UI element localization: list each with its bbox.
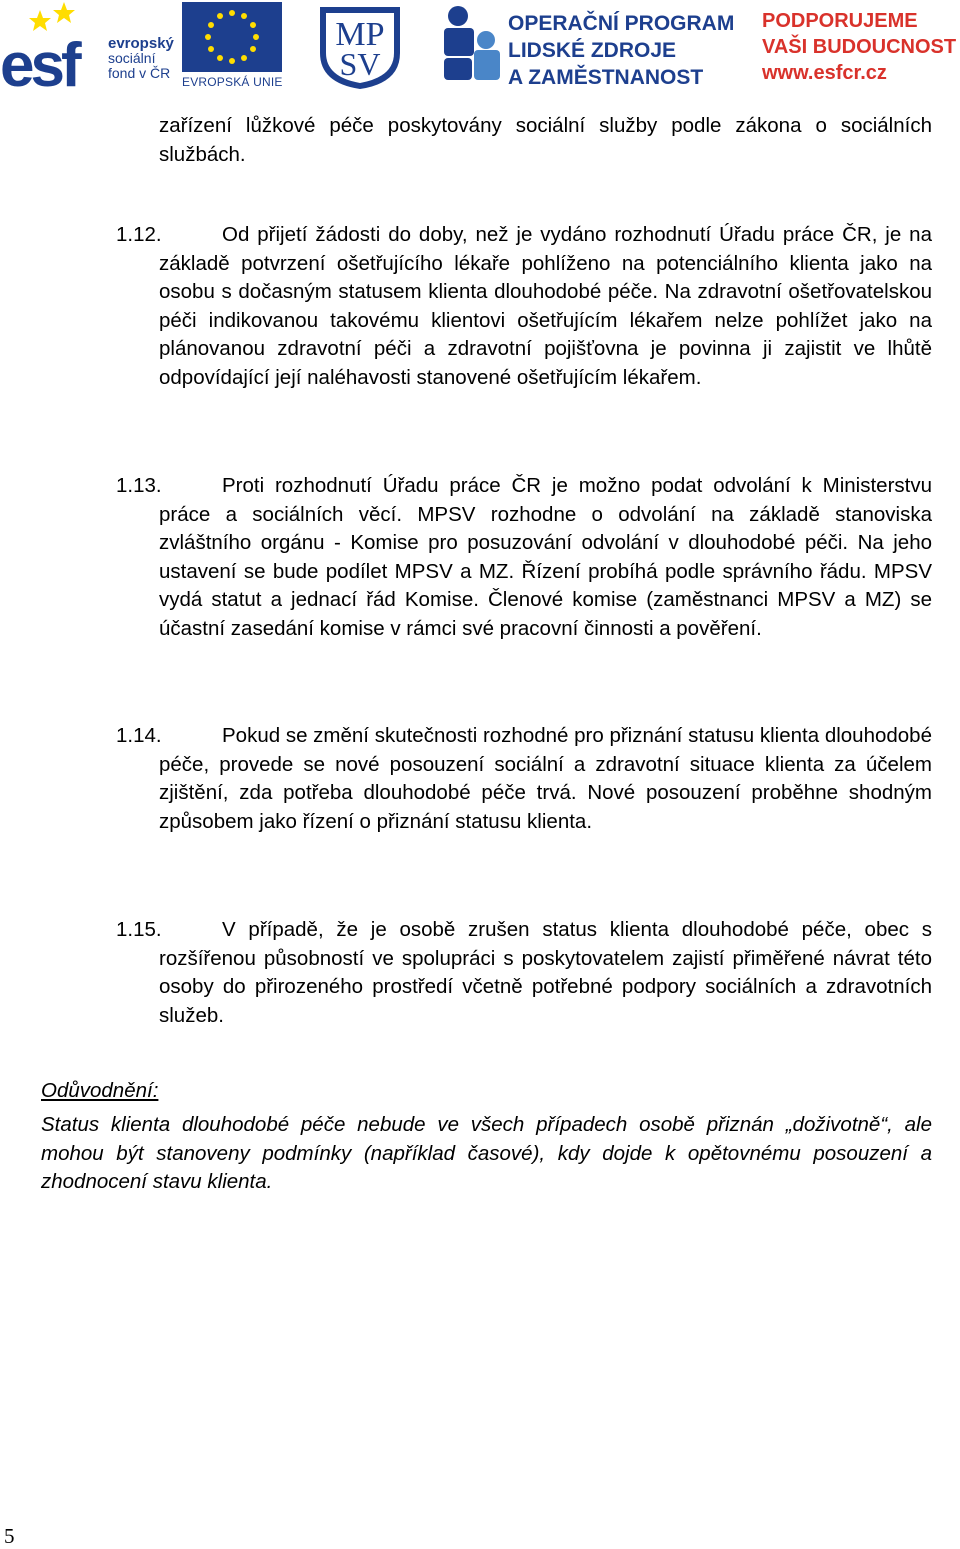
logo-header — [0, 0, 960, 95]
support-line2: VAŠI BUDOUCNOST — [762, 36, 957, 58]
mpsv-bottom-text: SV — [339, 46, 381, 82]
item-number-1-13: 1.13. — [116, 474, 162, 497]
oplz-text — [508, 10, 734, 91]
support-line1: PODPORUJEME — [762, 10, 918, 32]
mpsv-logo — [316, 1, 404, 91]
reasoning-heading: Odůvodnění: — [41, 1079, 159, 1102]
oplz-logo — [438, 4, 738, 92]
page-number: 5 — [4, 1524, 15, 1548]
item-text-1-15 — [159, 916, 932, 1030]
esf-logo — [0, 0, 180, 92]
item-text-1-13-content: Proti rozhodnutí Úřadu práce ČR je možno podat odvolání k Ministerstvu práce a sociálních věcí. MPSV rozhodne o odvolání na základě stanoviska zvláštního orgánu - Komise pro posuzování odvolání v dlouhodobé péči. Na jeho ustavení se bude podílet MPSV a MZ. Řízení probíhá podle správního řádu. MPSV vydá statut a jednací řád Komise. Členové komise (zaměstnanci MPSV a MZ) se účastní zasedání komise v rámci své pracovní činnosti a pověření. — [159, 474, 932, 640]
item-text-1-13 — [159, 472, 932, 643]
esf-line2: sociální — [108, 50, 156, 66]
eu-flag-icon — [182, 2, 282, 72]
support-text — [762, 8, 960, 86]
item-text-1-12 — [159, 221, 932, 392]
esf-text — [108, 36, 174, 81]
item-text-1-14 — [159, 722, 932, 836]
continuation-paragraph: zařízení lůžkové péče poskytovány sociální služby podle zákona o sociálních službách. — [159, 114, 932, 166]
esf-mark-icon — [0, 0, 106, 92]
item-text-1-15-content: V případě, že je osobě zrušen status klienta dlouhodobé péče, obec s rozšířenou působností ve spolupráci s poskytovatelem zajistí přiměřené návrat této osoby do přirozeného prostředí včetně potřebné podpory sociálních a zdravotních služeb. — [159, 918, 932, 1027]
eu-logo — [182, 2, 290, 94]
item-text-1-12-content: Od přijetí žádosti do doby, než je vydáno rozhodnutí Úřadu práce ČR, je na základě potvrzení ošetřujícího lékaře pohlíženo na potenciálního klienta jako na osobu s dočasným statusem klienta dlouhodobé péče. Na zdravotní ošetřovatelskou péči indikovanou takovému klientovi ošetřujícím lékařem nelze pohlížet jako na plánovanou zdravotní péči a zdravotní pojišťovna je povinna ji zajistit ve lhůtě odpovídající její naléhavosti stanovené ošetřujícím lékařem. — [159, 223, 932, 389]
people-puzzle-icon — [438, 4, 502, 84]
support-slogan — [762, 8, 960, 92]
item-text-1-14-content: Pokud se změní skutečnosti rozhodné pro přiznání statusu klienta dlouhodobé péče, provede se nové posouzení sociální a zdravotní situace klienta za účelem zjištění, zda potřeba dlouhodobé péče trvá. Nové posouzení proběhne shodným způsobem jako řízení o přiznání statusu klienta. — [159, 724, 932, 833]
oplz-line3: A ZAMĚSTNANOST — [508, 66, 704, 89]
eu-label: EVROPSKÁ UNIE — [182, 75, 283, 89]
item-number-1-12: 1.12. — [116, 223, 162, 246]
support-url: www.esfcr.cz — [762, 62, 887, 84]
item-number-1-15: 1.15. — [116, 918, 162, 941]
reasoning-text: Status klienta dlouhodobé péče nebude ve všech případech osobě přiznán „doživotně“, ale mohou být stanoveny podmínky (například časové), kdy dojde k opětovnému posouzení a zhodnocení stavu klienta. — [41, 1113, 932, 1193]
mpsv-emblem-icon — [316, 1, 404, 91]
mpsv-top-text: MP — [335, 16, 385, 53]
esf-line3: fond v ČR — [108, 65, 171, 81]
oplz-line1: OPERAČNÍ PROGRAM — [508, 12, 735, 35]
esf-mark-text: esf — [0, 31, 78, 92]
item-number-1-14: 1.14. — [116, 724, 162, 747]
esf-line1: evropský — [108, 35, 174, 52]
oplz-line2: LIDSKÉ ZDROJE — [508, 39, 677, 62]
